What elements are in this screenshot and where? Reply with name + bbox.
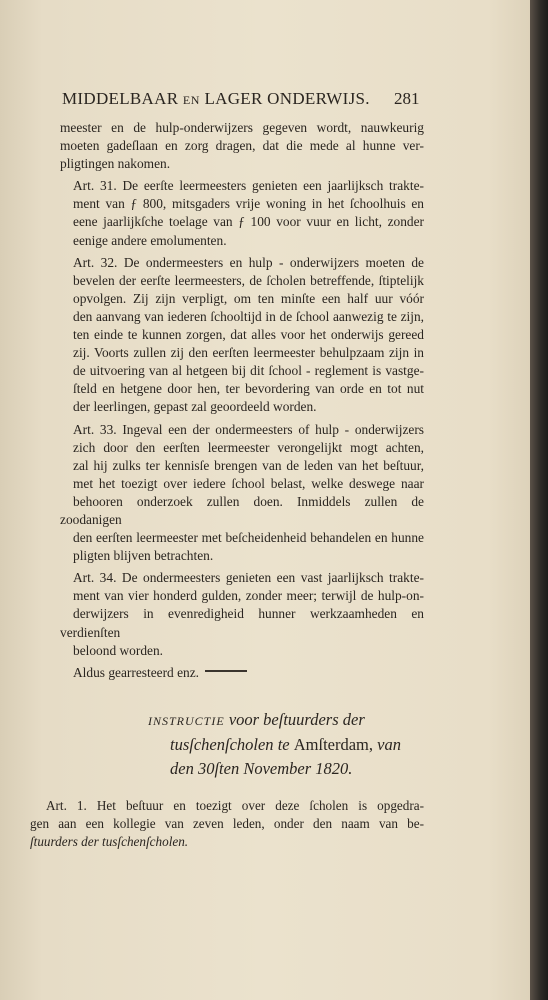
- text-line: ten einde te kunnen zorgen, dat alles voor het onderwijs gereed: [73, 327, 424, 343]
- article-1-line-3: ſtuurders der tusſchenſcholen.: [30, 834, 189, 850]
- text-line: Aldus gearresteerd enz.: [73, 664, 200, 680]
- text-line: eenige andere emolumenten.: [73, 232, 227, 248]
- paragraph: [60, 664, 424, 682]
- section-title-rest: voor beſtuurders der: [228, 710, 365, 729]
- section-title: [148, 708, 428, 781]
- text-line: Art. 33. Ingeval een der ondermeesters of hulp - onderwijzers: [73, 421, 424, 437]
- article-1: [30, 797, 424, 851]
- article-1-line-1: Art. 1. Het beſtuur en toezigt over deze ſcholen is opgedra-: [46, 798, 424, 813]
- section-title-line-3: den 30ſten November 1820.: [170, 759, 353, 778]
- text-line: zij. Voorts zullen zij den eerſten leermeester behulpzaam zijn in: [73, 345, 424, 361]
- text-line: de uitvoering van al hetgeen bij dit ſchool - reglement is vastge-: [73, 363, 424, 379]
- header-title-part-b: LAGER ONDERWIJS.: [204, 89, 370, 108]
- section-title-van: van: [377, 735, 401, 754]
- text-line: der leerlingen, gepast zal geoordeeld worden.: [73, 399, 317, 415]
- page-number: 281: [394, 89, 420, 108]
- text-line: zal hij zulks ter kennisſe brengen van de leden van het beſtuur,: [73, 457, 424, 473]
- header-title-en: EN: [182, 93, 200, 107]
- text-line: moeten gadeſlaan en zorg dragen, dat die mede al hunne ver-: [60, 138, 424, 154]
- paragraph: [60, 569, 424, 659]
- text-line: pligten blijven betrachten.: [73, 548, 214, 564]
- section-title-caps: INSTRUCTIE: [148, 714, 225, 728]
- running-header: [62, 89, 432, 109]
- text-line: meester en de hulp-onderwijzers gegeven wordt, nauwkeurig: [60, 120, 424, 135]
- section-title-schools: tusſchenſcholen: [170, 735, 274, 754]
- page-edge-shadow: [530, 0, 548, 1000]
- text-line: Art. 32. De ondermeesters en hulp - onderwijzers moeten de: [73, 254, 424, 270]
- section-title-te: te: [277, 735, 290, 754]
- paragraph: [60, 177, 424, 249]
- article-1-line-2: gen aan een kollegie van zeven leden, onder den naam van be-: [30, 816, 424, 832]
- text-line: beloond worden.: [73, 642, 163, 658]
- paragraph: [60, 119, 424, 173]
- paragraph: [60, 421, 424, 566]
- section-title-line-1: [148, 708, 428, 733]
- text-line: den eerſten leermeester met beſcheidenheid behandelen en hunne: [73, 530, 424, 546]
- text-line: Art. 31. De eerſte leermeesters genieten een jaarlijksch trakte-: [73, 178, 424, 194]
- text-line: derwijzers in evenredigheid hunner werkzaamheden en verdienſten: [60, 606, 424, 640]
- text-line: eene jaarlijkſche toelage van ƒ 100 voor vuur en licht, zonder: [73, 214, 424, 230]
- text-line: den aanvang van iederen ſchooltijd in de ſchool aanwezig te zijn,: [73, 308, 424, 324]
- header-title-part-a: MIDDELBAAR: [62, 89, 179, 108]
- text-line: ſteld en hetgene door hen, ter bevordering van orde en tot nut: [73, 381, 424, 397]
- text-line: opvolgen. Zij zijn verpligt, om ten minſte een half uur vóór: [73, 290, 424, 306]
- section-divider: [205, 670, 247, 672]
- section-title-place: Amſterdam,: [293, 735, 374, 754]
- body-text: [60, 119, 424, 682]
- text-line: zich door den eerſten leermeester verongelijkt mogt achten,: [73, 439, 424, 455]
- text-line: met het toezigt over iedere ſchool belast, welke deswege naar: [73, 475, 424, 491]
- text-line: ment van vier honderd gulden, zonder meer; terwijl de hulp-on-: [73, 588, 424, 604]
- text-line: behooren onderzoek zullen doen. Inmiddels zullen de zoodanigen: [60, 493, 424, 527]
- text-line: bevelen der eerſte leermeesters, de ſcholen betreffende, ſtiptelijk: [73, 272, 424, 288]
- text-line: Art. 34. De ondermeesters genieten een vast jaarlijksch trakte-: [73, 570, 424, 586]
- text-line: ment van ƒ 800, mitsgaders vrije woning in het ſchoolhuis en: [73, 196, 424, 212]
- text-line: pligtingen nakomen.: [60, 156, 171, 172]
- paragraph: [60, 254, 424, 417]
- section-title-line-2: [148, 733, 428, 757]
